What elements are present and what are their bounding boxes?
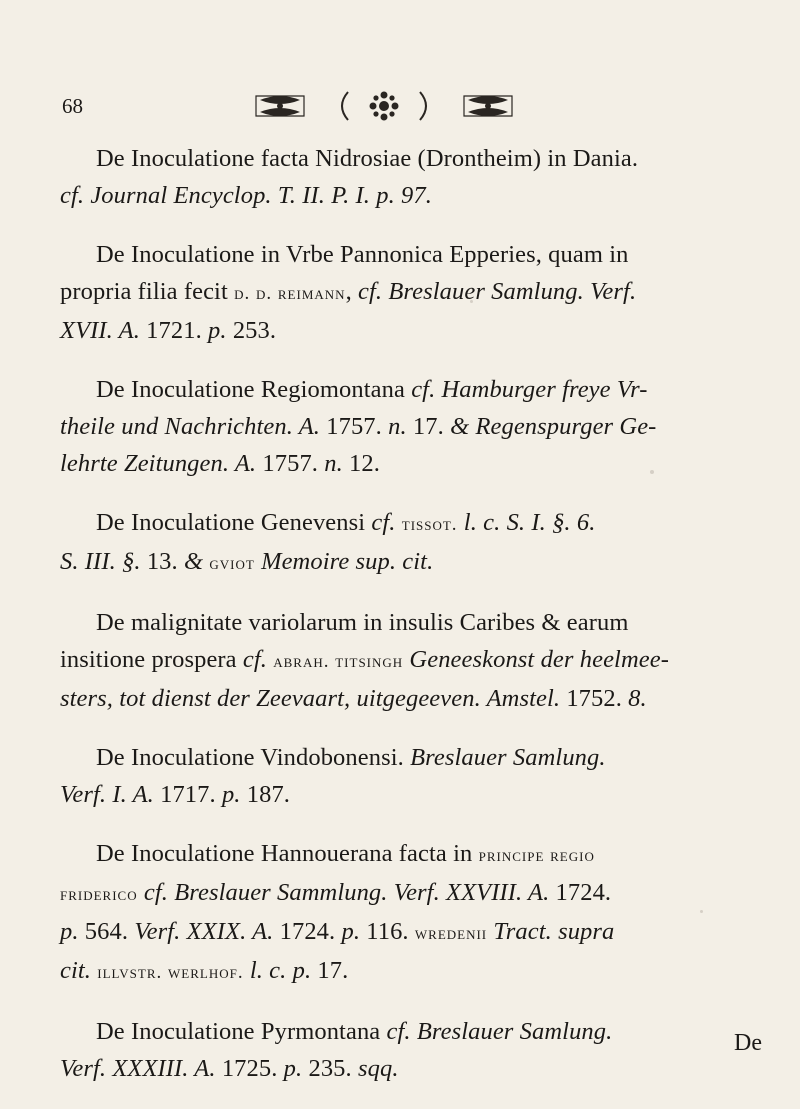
entry-text: p.: [60, 918, 79, 945]
entry-text: 1724.: [273, 918, 342, 945]
paper-speck: [700, 910, 703, 913]
entry-text: n.: [388, 413, 407, 440]
catchword: De: [734, 1030, 762, 1056]
entry-text: Verf. XXXIII. A.: [60, 1055, 216, 1082]
entry-text: De malignitate variolarum in insulis Caribes & earum: [96, 609, 629, 636]
entry-text: 12.: [342, 450, 380, 477]
paper-speck: [560, 855, 563, 859]
entry-text: cf. Breslauer Sammlung. Verf. XXVIII. A.: [143, 879, 550, 906]
entry-text: S. III. §.: [60, 548, 141, 575]
author-name: wredenii: [414, 923, 488, 944]
entry-line: [60, 177, 760, 214]
author-name: gviot: [209, 553, 255, 574]
entry-text: l. c. S. I. §. 6.: [463, 509, 596, 536]
entry-text: l. c. p.: [249, 957, 312, 984]
bibliography-entry: [60, 504, 760, 582]
entry-text: p.: [221, 781, 241, 808]
entry-text: De Inoculatione in Vrbe Pannonica Epperies, quam in: [96, 241, 629, 268]
bibliography-entry: [60, 739, 760, 813]
entry-text: 1721.: [139, 317, 209, 344]
entry-text: XVII. A.: [60, 317, 140, 344]
entry-line: [60, 140, 760, 177]
entry-text: Breslauer Samlung.: [410, 744, 606, 771]
entry-line: [60, 371, 760, 408]
paper-speck: [200, 755, 203, 758]
entry-text: 1725.: [215, 1055, 284, 1082]
author-name: principe regio: [478, 845, 595, 866]
entry-text: cf. Hamburger freye Vr-: [411, 376, 648, 403]
bibliography-entry: [60, 1013, 760, 1087]
entry-text: 1757.: [256, 450, 325, 477]
entry-text: 187.: [240, 781, 291, 808]
author-name: friderico: [60, 884, 138, 905]
paper-speck: [650, 470, 654, 474]
entry-text: theile und Nachrichten. A.: [60, 413, 321, 440]
entry-text: 17.: [311, 957, 349, 984]
entry-text: sters, tot dienst der Zeevaart, uitgegeeven. Amstel.: [60, 685, 561, 712]
entry-text: cf.: [371, 509, 396, 536]
entry-text: De Inoculatione Genevensi: [96, 509, 372, 536]
entry-text: Memoire sup. cit.: [261, 548, 434, 575]
entry-line: [60, 835, 760, 874]
entry-text: propria filia fecit: [60, 278, 235, 305]
entry-text: & Regenspurger Ge-: [450, 413, 657, 440]
entry-text: insitione prospera: [60, 646, 243, 673]
entry-text: cit.: [60, 957, 92, 984]
bibliography-entry: [60, 140, 760, 214]
entry-text: De Inoculatione Pyrmontana: [96, 1018, 387, 1045]
entry-line: [60, 739, 760, 776]
entry-text: Verf. I. A.: [60, 781, 154, 808]
entry-text: 1717.: [153, 781, 222, 808]
entry-text: p.: [208, 317, 227, 344]
running-header: [62, 88, 522, 124]
entry-text: 1752.: [560, 685, 629, 712]
entry-text: Verf. XXIX. A.: [134, 918, 274, 945]
entry-line: [60, 408, 760, 445]
entry-text: 253.: [226, 317, 277, 344]
entry-text: Geneeskonst der heelmee-: [409, 646, 669, 673]
entry-text: De Inoculatione Vindobonensi.: [96, 744, 411, 771]
author-name: d. d. reimann: [234, 283, 346, 304]
entry-text: De Inoculatione facta Nidrosiae (Drontheim) in Dania.: [96, 145, 639, 172]
entry-line: [60, 913, 760, 952]
bibliography-entry: [60, 371, 760, 482]
entry-line: [60, 543, 760, 582]
author-name: abrah. titsingh: [273, 651, 404, 672]
entry-line: [60, 874, 760, 913]
entry-line: [60, 604, 760, 641]
entry-text: De Inoculatione Regiomontana: [96, 376, 412, 403]
bibliography-entry: [60, 604, 760, 717]
entry-text: 116.: [360, 918, 415, 945]
entry-text: p.: [341, 918, 361, 945]
entry-text: De Inoculatione Hannouerana facta in: [96, 840, 479, 867]
entry-text: cf. Breslauer Samlung. Verf.: [358, 278, 637, 305]
author-name: tissot.: [401, 514, 458, 535]
entry-text: 235.: [302, 1055, 358, 1082]
entry-text: cf. Journal Encyclop. T. II. P. I. p. 97.: [60, 182, 432, 209]
entry-text: sqq.: [357, 1055, 399, 1082]
entry-line: [60, 236, 760, 273]
entry-text: p.: [283, 1055, 303, 1082]
entry-text: lehrte Zeitungen. A.: [60, 450, 257, 477]
entry-line: [60, 445, 760, 482]
entry-text: cf.: [242, 646, 267, 673]
author-name: illvstr. werlhof.: [97, 962, 244, 983]
header-ornament-icon: [252, 88, 518, 122]
entry-text: n.: [324, 450, 343, 477]
entry-line: [60, 273, 760, 312]
bibliography-entry: [60, 835, 760, 991]
entry-text: Tract. supra: [493, 918, 615, 945]
entry-text: 1724.: [549, 879, 612, 906]
entry-text: 564.: [78, 918, 135, 945]
entry-text: &: [183, 548, 204, 575]
entry-line: [60, 504, 760, 543]
entry-text: 13.: [140, 548, 184, 575]
bibliography-entry: [60, 236, 760, 349]
entry-line: [60, 1013, 760, 1050]
entry-text: 17.: [406, 413, 451, 440]
entry-line: [60, 1050, 760, 1087]
entry-text: 1757.: [320, 413, 389, 440]
paper-speck: [470, 300, 473, 303]
entry-line: [60, 952, 760, 991]
entry-text: 8.: [628, 685, 647, 712]
page-number: 68: [62, 94, 83, 118]
entry-text: cf. Breslauer Samlung.: [386, 1018, 613, 1045]
entry-line: [60, 641, 760, 680]
entry-line: [60, 776, 760, 813]
entry-text: ,: [345, 278, 359, 305]
entry-line: [60, 680, 760, 717]
bibliography-list: [60, 140, 760, 1109]
entry-line: [60, 312, 760, 349]
